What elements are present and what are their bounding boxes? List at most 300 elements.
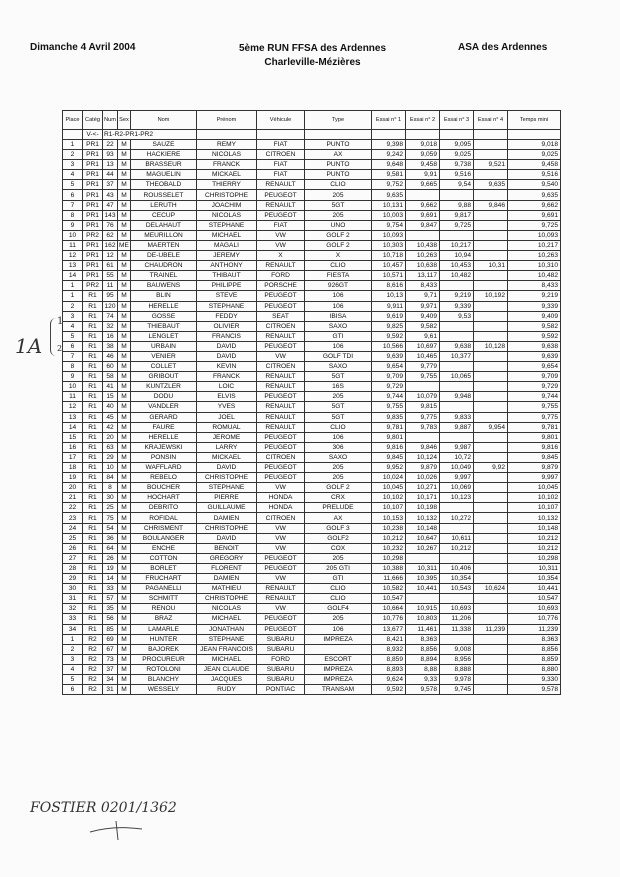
last-name-cell: THEOBALD <box>131 180 197 190</box>
trial-1-cell: 10,024 <box>372 473 406 483</box>
trial-3-cell <box>440 362 474 372</box>
category-cell: R1 <box>83 392 103 402</box>
number-cell: 16 <box>103 331 118 341</box>
organizer: ASA des Ardennes <box>458 42 548 53</box>
category-cell: PR1 <box>83 240 103 250</box>
best-time-cell: 10,102 <box>508 493 561 503</box>
place-cell: 34 <box>63 624 83 634</box>
first-name-cell: THIERRY <box>197 180 257 190</box>
trial-1-cell: 9,752 <box>372 180 406 190</box>
trial-2-cell <box>406 190 440 200</box>
trial-2-cell: 9,91 <box>406 170 440 180</box>
trial-2-cell: 9,691 <box>406 210 440 220</box>
place-cell: 8 <box>63 362 83 372</box>
model-cell: 106 <box>305 432 372 442</box>
place-cell: 3 <box>63 654 83 664</box>
sex-cell: M <box>118 584 131 594</box>
trial-1-cell: 11,666 <box>372 574 406 584</box>
trial-1-cell: 10,582 <box>372 584 406 594</box>
event-title-line2: Charleville-Mézières <box>264 57 361 68</box>
trial-1-cell: 10,303 <box>372 240 406 250</box>
first-name-cell: MICHAEL <box>197 614 257 624</box>
category-cell: R1 <box>83 584 103 594</box>
last-name-cell: DEBRITO <box>131 503 197 513</box>
model-cell: AX <box>305 513 372 523</box>
trial-2-cell: 8,433 <box>406 281 440 291</box>
place-cell: 26 <box>63 543 83 553</box>
trial-4-cell <box>474 392 508 402</box>
sex-cell: M <box>118 503 131 513</box>
category-cell: R1 <box>83 291 103 301</box>
trial-1-cell: 8,421 <box>372 634 406 644</box>
table-row <box>63 432 561 442</box>
vehicle-cell: VW <box>257 351 305 361</box>
best-time-cell: 9,339 <box>508 301 561 311</box>
category-cell: PR2 <box>83 230 103 240</box>
trial-2-cell: 13,117 <box>406 271 440 281</box>
place-cell: 2 <box>63 150 83 160</box>
trial-2-cell: 9,846 <box>406 442 440 452</box>
trial-1-cell: 8,859 <box>372 654 406 664</box>
category-cell: R1 <box>83 503 103 513</box>
model-cell: UNO <box>305 220 372 230</box>
trial-2-cell: 9,33 <box>406 674 440 684</box>
number-cell: 19 <box>103 563 118 573</box>
last-name-cell: CECUP <box>131 210 197 220</box>
trial-3-cell: 9,516 <box>440 170 474 180</box>
first-name-cell: JEAN FRANCOIS <box>197 644 257 654</box>
category-cell: R1 <box>83 533 103 543</box>
model-cell: IMPREZA <box>305 634 372 644</box>
trial-1-cell: 10,566 <box>372 341 406 351</box>
place-cell: 1 <box>63 291 83 301</box>
table-row <box>63 463 561 473</box>
trial-2-cell: 9,71 <box>406 291 440 301</box>
model-cell: GOLF 2 <box>305 230 372 240</box>
sex-cell: M <box>118 170 131 180</box>
table-row <box>63 240 561 250</box>
sex-cell: M <box>118 150 131 160</box>
trial-4-cell <box>474 452 508 462</box>
model-cell: 16S <box>305 382 372 392</box>
last-name-cell: LERUTH <box>131 200 197 210</box>
model-cell: ESCORT <box>305 654 372 664</box>
last-name-cell: CHRISMENT <box>131 523 197 533</box>
trial-4-cell <box>474 664 508 674</box>
best-time-cell: 9,458 <box>508 160 561 170</box>
first-name-cell: OLIVIER <box>197 321 257 331</box>
trial-2-cell: 10,124 <box>406 452 440 462</box>
vehicle-cell: FIAT <box>257 170 305 180</box>
trial-1-cell: 9,825 <box>372 321 406 331</box>
first-name-cell: JACQUES <box>197 674 257 684</box>
place-cell: 5 <box>63 674 83 684</box>
place-cell: 20 <box>63 483 83 493</box>
category-cell: PR1 <box>83 220 103 230</box>
number-cell: 8 <box>103 483 118 493</box>
trial-2-cell <box>406 432 440 442</box>
place-cell: 8 <box>63 210 83 220</box>
place-cell: 4 <box>63 321 83 331</box>
category-cell: PR2 <box>83 281 103 291</box>
last-name-cell: COTTON <box>131 553 197 563</box>
sex-cell: M <box>118 331 131 341</box>
column-header: Nom <box>131 111 197 130</box>
trial-4-cell <box>474 483 508 493</box>
vehicle-cell: PEUGEOT <box>257 624 305 634</box>
model-cell: PRELUDE <box>305 503 372 513</box>
vehicle-cell: PEUGEOT <box>257 301 305 311</box>
category-cell: R1 <box>83 614 103 624</box>
column-header: Num <box>103 111 118 130</box>
trial-4-cell: 9,635 <box>474 180 508 190</box>
number-cell: 47 <box>103 200 118 210</box>
place-cell: 4 <box>63 664 83 674</box>
first-name-cell: NICOLAS <box>197 210 257 220</box>
sex-cell: M <box>118 362 131 372</box>
sex-cell: M <box>118 372 131 382</box>
table-row <box>63 362 561 372</box>
first-name-cell: GUILLAUME <box>197 503 257 513</box>
vehicle-cell: CITROEN <box>257 452 305 462</box>
last-name-cell: CHAUDRON <box>131 261 197 271</box>
column-header: Prénom <box>197 111 257 130</box>
sex-cell: M <box>118 402 131 412</box>
first-name-cell: REMY <box>197 140 257 150</box>
first-name-cell: JEREMY <box>197 251 257 261</box>
last-name-cell: FRUCHART <box>131 574 197 584</box>
trial-2-cell: 9,018 <box>406 140 440 150</box>
category-cell: R1 <box>83 372 103 382</box>
model-cell: GTI <box>305 331 372 341</box>
table-row <box>63 392 561 402</box>
trial-3-cell <box>440 553 474 563</box>
model-cell: CLIO <box>305 261 372 271</box>
trial-3-cell: 10,065 <box>440 372 474 382</box>
table-row <box>63 422 561 432</box>
sex-cell: M <box>118 452 131 462</box>
sex-cell: M <box>118 341 131 351</box>
model-cell: SAXO <box>305 452 372 462</box>
place-cell: 13 <box>63 412 83 422</box>
trial-2-cell: 10,697 <box>406 341 440 351</box>
best-time-cell: 10,148 <box>508 523 561 533</box>
trial-1-cell: 10,457 <box>372 261 406 271</box>
trial-1-cell: 9,592 <box>372 331 406 341</box>
trial-3-cell: 9,833 <box>440 412 474 422</box>
model-cell: GOLF2 <box>305 533 372 543</box>
sex-cell: M <box>118 674 131 684</box>
trial-2-cell: 9,879 <box>406 463 440 473</box>
table-row <box>63 281 561 291</box>
trial-1-cell: 10,547 <box>372 594 406 604</box>
trial-3-cell <box>440 594 474 604</box>
place-cell: 7 <box>63 351 83 361</box>
trial-4-cell <box>474 533 508 543</box>
trial-3-cell: 10,354 <box>440 574 474 584</box>
trial-4-cell <box>474 311 508 321</box>
category-cell: PR1 <box>83 210 103 220</box>
filter-classes: R1-R2-PR1-PR2 <box>103 130 197 140</box>
last-name-cell: WAFFLARD <box>131 463 197 473</box>
trial-4-cell <box>474 634 508 644</box>
trial-3-cell: 10,217 <box>440 240 474 250</box>
vehicle-cell: RENAULT <box>257 372 305 382</box>
trial-3-cell: 9,725 <box>440 220 474 230</box>
last-name-cell: BAJOREK <box>131 644 197 654</box>
place-cell: 23 <box>63 513 83 523</box>
model-cell: CRX <box>305 493 372 503</box>
model-cell: 5GT <box>305 200 372 210</box>
vehicle-cell: PEUGEOT <box>257 190 305 200</box>
sex-cell: M <box>118 483 131 493</box>
place-cell: 16 <box>63 442 83 452</box>
column-header: Place <box>63 111 83 130</box>
best-time-cell: 9,516 <box>508 170 561 180</box>
place-cell: 17 <box>63 452 83 462</box>
last-name-cell: MAGUELIN <box>131 170 197 180</box>
trial-2-cell: 9,409 <box>406 311 440 321</box>
last-name-cell: ENCHE <box>131 543 197 553</box>
last-name-cell: HERELLE <box>131 432 197 442</box>
trial-1-cell: 9,952 <box>372 463 406 473</box>
model-cell: GOLF4 <box>305 604 372 614</box>
column-header: Essai n° 1 <box>372 111 406 130</box>
table-row <box>63 261 561 271</box>
trial-4-cell <box>474 351 508 361</box>
best-time-cell: 8,856 <box>508 644 561 654</box>
trial-3-cell <box>440 190 474 200</box>
trial-2-cell: 9,971 <box>406 301 440 311</box>
trial-1-cell: 8,893 <box>372 664 406 674</box>
model-cell: FIESTA <box>305 271 372 281</box>
trial-4-cell <box>474 553 508 563</box>
model-cell: IMPREZA <box>305 664 372 674</box>
category-cell: R2 <box>83 654 103 664</box>
place-cell: 6 <box>63 190 83 200</box>
sex-cell: M <box>118 200 131 210</box>
last-name-cell: GERARD <box>131 412 197 422</box>
vehicle-cell: RENAULT <box>257 412 305 422</box>
trial-3-cell: 9,638 <box>440 341 474 351</box>
first-name-cell: THIBAUT <box>197 271 257 281</box>
trial-1-cell: 10,003 <box>372 210 406 220</box>
trial-1-cell: 8,616 <box>372 281 406 291</box>
trial-2-cell: 9,779 <box>406 362 440 372</box>
first-name-cell: MICHAEL <box>197 654 257 664</box>
model-cell: PUNTO <box>305 160 372 170</box>
category-cell: R1 <box>83 432 103 442</box>
first-name-cell: NICOLAS <box>197 150 257 160</box>
last-name-cell: PROCUREUR <box>131 654 197 664</box>
number-cell: 74 <box>103 311 118 321</box>
place-cell: 10 <box>63 230 83 240</box>
table-header <box>63 111 561 130</box>
place-cell: 5 <box>63 180 83 190</box>
best-time-cell: 9,801 <box>508 432 561 442</box>
trial-2-cell: 10,441 <box>406 584 440 594</box>
vehicle-cell: VW <box>257 523 305 533</box>
best-time-cell: 9,845 <box>508 452 561 462</box>
first-name-cell: BENOIT <box>197 543 257 553</box>
vehicle-cell: VW <box>257 230 305 240</box>
column-header: Type <box>305 111 372 130</box>
vehicle-cell: PEUGEOT <box>257 473 305 483</box>
vehicle-cell: RENAULT <box>257 200 305 210</box>
trial-1-cell: 10,298 <box>372 553 406 563</box>
best-time-cell: 10,093 <box>508 230 561 240</box>
trial-1-cell: 9,654 <box>372 362 406 372</box>
column-header: Temps mini <box>508 111 561 130</box>
category-cell: R1 <box>83 513 103 523</box>
number-cell: 54 <box>103 523 118 533</box>
place-cell: 14 <box>63 422 83 432</box>
table-row <box>63 412 561 422</box>
category-cell: R1 <box>83 624 103 634</box>
vehicle-cell: HONDA <box>257 503 305 513</box>
first-name-cell: STEPHANE <box>197 634 257 644</box>
trial-3-cell: 10,272 <box>440 513 474 523</box>
sex-cell: M <box>118 543 131 553</box>
trial-3-cell: 9,025 <box>440 150 474 160</box>
sex-cell: M <box>118 624 131 634</box>
trial-4-cell <box>474 503 508 513</box>
trial-4-cell: 11,239 <box>474 624 508 634</box>
table-row <box>63 533 561 543</box>
trial-2-cell <box>406 382 440 392</box>
number-cell: 120 <box>104 302 116 310</box>
vehicle-cell: RENAULT <box>257 594 305 604</box>
sex-cell: M <box>118 473 131 483</box>
sex-cell: M <box>118 271 131 281</box>
trial-3-cell: 9,53 <box>440 311 474 321</box>
trial-1-cell: 8,932 <box>372 644 406 654</box>
place-cell: 10 <box>63 382 83 392</box>
model-cell: CLIO <box>305 180 372 190</box>
trial-2-cell: 9,783 <box>406 422 440 432</box>
place-cell: 3 <box>63 311 83 321</box>
column-header: Essai n° 2 <box>406 111 440 130</box>
place-cell: 4 <box>63 170 83 180</box>
vehicle-cell: PEUGEOT <box>257 432 305 442</box>
trial-4-cell <box>474 331 508 341</box>
trial-2-cell: 10,803 <box>406 614 440 624</box>
sex-cell: M <box>118 493 131 503</box>
best-time-cell: 9,691 <box>508 210 561 220</box>
handwritten-mark-top: 1 <box>57 316 64 327</box>
last-name-cell: HACKIERE <box>131 150 197 160</box>
trial-4-cell: 9,846 <box>474 200 508 210</box>
vehicle-cell: PEUGEOT <box>257 553 305 563</box>
sex-cell: M <box>118 412 131 422</box>
model-cell: 5GT <box>305 402 372 412</box>
trial-4-cell <box>474 432 508 442</box>
first-name-cell: RUDY <box>197 685 257 695</box>
place-cell: 9 <box>63 220 83 230</box>
category-cell: PR1 <box>83 200 103 210</box>
trial-2-cell: 10,026 <box>406 473 440 483</box>
trial-2-cell: 10,271 <box>406 483 440 493</box>
place-cell: 25 <box>63 533 83 543</box>
last-name-cell: HUNTER <box>131 634 197 644</box>
sex-cell: M <box>118 634 131 644</box>
vehicle-cell: CITROEN <box>257 362 305 372</box>
vehicle-cell: VW <box>257 604 305 614</box>
first-name-cell: JEROME <box>197 432 257 442</box>
trial-2-cell: 9,665 <box>406 180 440 190</box>
best-time-cell: 10,212 <box>508 533 561 543</box>
best-time-cell: 9,635 <box>508 190 561 200</box>
category-cell: R1 <box>83 493 103 503</box>
best-time-cell: 9,540 <box>508 180 561 190</box>
trial-4-cell: 10,31 <box>474 261 508 271</box>
first-name-cell: PIERRE <box>197 493 257 503</box>
number-cell: 13 <box>103 160 118 170</box>
best-time-cell: 10,311 <box>508 563 561 573</box>
trial-4-cell: 9,954 <box>474 422 508 432</box>
number-cell: 58 <box>103 372 118 382</box>
model-cell: GOLF TDI <box>305 351 372 361</box>
sex-cell: M <box>118 523 131 533</box>
trial-4-cell <box>474 412 508 422</box>
number-cell: 43 <box>103 190 118 200</box>
sex-cell: M <box>118 291 131 301</box>
model-cell: X <box>305 251 372 261</box>
number-cell: 95 <box>103 291 118 301</box>
model-cell: 205 <box>305 463 372 473</box>
trial-4-cell <box>474 240 508 250</box>
last-name-cell: SCHMITT <box>131 594 197 604</box>
place-cell: 1 <box>63 140 83 150</box>
last-name-cell: PAGANELLI <box>131 584 197 594</box>
number-cell: 10 <box>103 463 118 473</box>
place-cell: 11 <box>63 392 83 402</box>
number-cell: 67 <box>103 644 118 654</box>
trial-1-cell: 9,398 <box>372 140 406 150</box>
trial-3-cell: 10,123 <box>440 493 474 503</box>
last-name-cell: HERELLE <box>131 301 197 311</box>
number-cell: 22 <box>103 140 118 150</box>
trial-3-cell <box>440 523 474 533</box>
category-cell: R1 <box>83 321 103 331</box>
trial-4-cell: 10,624 <box>474 584 508 594</box>
category-cell: R1 <box>83 412 103 422</box>
trial-2-cell: 8,856 <box>406 644 440 654</box>
trial-4-cell <box>474 170 508 180</box>
number-cell: 57 <box>103 594 118 604</box>
table-row <box>63 473 561 483</box>
sex-cell: M <box>118 160 131 170</box>
category-cell: R1 <box>83 473 103 483</box>
last-name-cell: THIEBAUT <box>131 321 197 331</box>
best-time-cell: 9,582 <box>508 321 561 331</box>
place-cell: 5 <box>63 331 83 341</box>
last-name-cell: HOCHART <box>131 493 197 503</box>
trial-2-cell: 9,815 <box>406 402 440 412</box>
trial-1-cell: 10,232 <box>372 543 406 553</box>
category-cell: PR1 <box>83 140 103 150</box>
best-time-cell: 10,693 <box>508 604 561 614</box>
table-row <box>63 483 561 493</box>
trial-1-cell: 10,776 <box>372 614 406 624</box>
place-cell: 24 <box>63 523 83 533</box>
best-time-cell: 9,709 <box>508 372 561 382</box>
first-name-cell: JONATHAN <box>197 624 257 634</box>
place-cell: 6 <box>63 341 83 351</box>
place-cell: 18 <box>63 463 83 473</box>
table-row <box>63 594 561 604</box>
sex-cell: M <box>118 392 131 402</box>
